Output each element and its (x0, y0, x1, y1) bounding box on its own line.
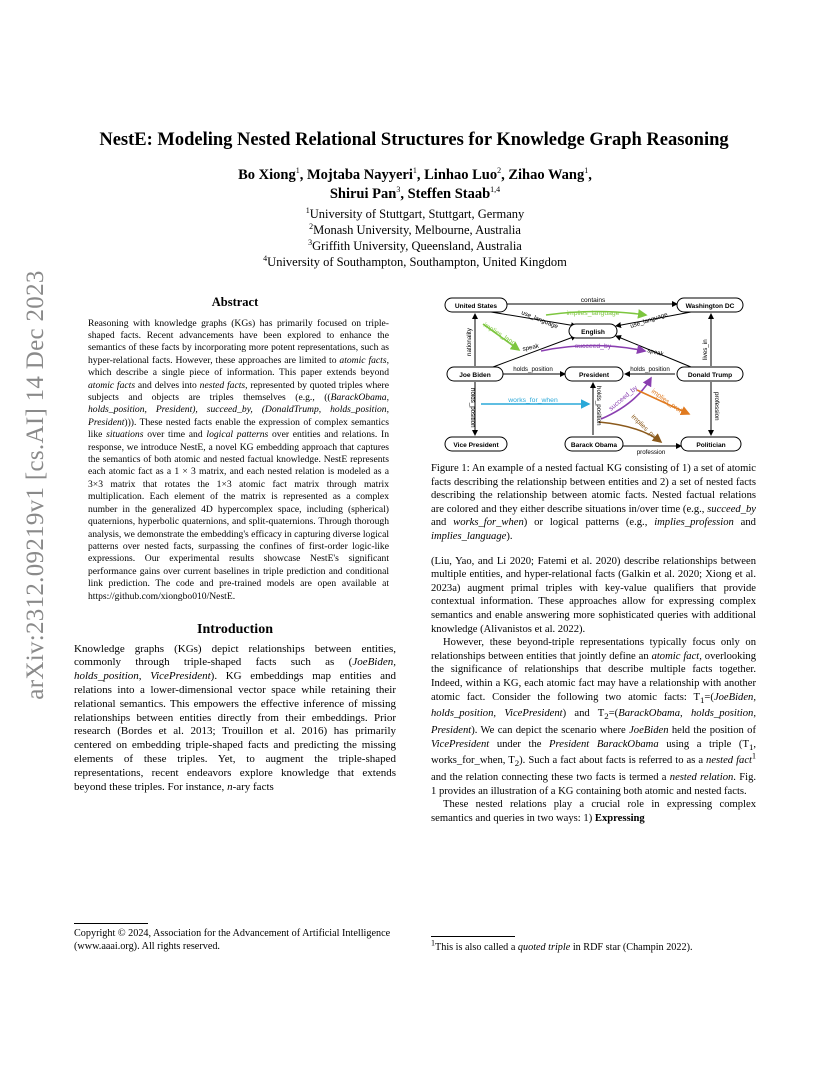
introduction-heading: Introduction (197, 621, 273, 637)
right-column (431, 462, 756, 825)
label-implies-lang: implies_lang (481, 321, 517, 348)
affiliation: $^4$University of Southampton, Southampton, United Kingdom (263, 253, 567, 269)
svg-text:Vice President: Vice President (453, 442, 499, 449)
svg-text:Joe Biden: Joe Biden (459, 372, 491, 379)
label-implies-prof-1: implies_prof (649, 387, 683, 415)
footnote: $^1$This is also called a quoted triple in RDF star (Champin 2022). (431, 938, 693, 953)
introduction-text: Knowledge graphs (KGs) depict relationships between entities, commonly through triple-shaped facts such as (JoeBiden, holds_position, VicePresident). KG embeddings map entities and relations into a lower-dimensional vector space while retaining their relational semantics. This empowers the effective inference of missing relationships between entities directly from their embeddings. Prior research (Bordes et al. 2013; Trouillon et al. 2016) has primarily centered on embedding triple-shaped facts and predicting the missing elements of these triples. Yet, to augment the triple-shaped representations, recent endeavors explore knowledge that extends beyond these triples. For instance, n-ary facts (74, 642, 396, 793)
label-use-language-1: use_language (520, 309, 559, 331)
author: Linhao Luo$^2$, (424, 166, 509, 183)
svg-text:President: President (578, 372, 610, 379)
body-paragraph-3: These nested relations play a crucial role in expressing complex semantics and queries in two ways: 1) Expressing (431, 799, 756, 824)
author-list (170, 166, 660, 204)
figure-caption: Figure 1: An example of a nested factual KG consisting of 1) a set of atomic facts describing the relationship between entities and 2) a set of nested facts describing the relationship between atomic facts. Nested factual relations are colored and they either describe situations in/over time (e.g., succeed_by and works_for_when) or logical patterns (e.g., implies_profession and implies_language). (431, 463, 756, 542)
label-speak-2: speak (646, 347, 665, 358)
label-holds-position-1: holds_position (513, 366, 553, 373)
node-washington-dc (677, 298, 743, 312)
affiliation: $^1$University of Stuttgart, Stuttgart, Germany (305, 205, 525, 221)
node-united-states (445, 298, 507, 312)
svg-text:Donald Trump: Donald Trump (687, 372, 733, 379)
footnote-rule (431, 936, 515, 937)
node-barack-obama (565, 437, 623, 451)
label-implies-prof-2: implies_prof (629, 413, 661, 444)
label-nationality: nationality (466, 328, 473, 356)
author: Steffen Staab$^{1,4}$ (407, 185, 501, 202)
label-speak-1: speak (521, 342, 540, 353)
paper-title: NestE: Modeling Nested Relational Structures for Knowledge Graph Reasoning (99, 130, 729, 150)
label-use-language-2: use_language (629, 311, 669, 330)
svg-text:English: English (581, 329, 605, 336)
node-politician (681, 437, 741, 451)
arxiv-sidebar (14, 270, 58, 700)
copyright-rule (74, 923, 148, 924)
node-donald-trump (677, 367, 743, 381)
copyright-notice: Copyright © 2024, Association for the Advancement of Artificial Intelligence (www.aaai.org). All rights reserved. (74, 928, 391, 952)
node-vice-president (445, 437, 507, 451)
affiliation: $^3$Griffith University, Queensland, Australia (308, 237, 522, 253)
node-joe-biden (447, 367, 503, 381)
author: Zihao Wang$^1$, (508, 166, 592, 183)
kg-diagram (441, 294, 749, 454)
author: Bo Xiong$^1$, (238, 166, 307, 183)
left-column (74, 296, 396, 794)
label-implies-language: implies_language (566, 310, 620, 317)
abstract-text: Reasoning with knowledge graphs (KGs) has primarily focused on triple-shaped facts. Recent advancements have been explored to enhance the semantics of these facts by incorporating more potent representations, such as hyper-relational facts. However, these approaches are limited to atomic facts, which describe a single piece of information. This paper extends beyond atomic facts and delves into nested facts, represented by quoted triples where subjects and objects are triples themselves (e.g., ((BarackObama, holds_position, President), succeed_by, (DonaldTrump, holds_position, President))). These nested facts enable the expression of complex semantics like situations over time and logical patterns over entities and relations. In response, we introduce NestE, a novel KG embedding approach that captures the semantics of both atomic and nested factual knowledge. NestE represents each atomic fact as a 1 × 3 matrix, and each nested relation is modeled as a 3×3 matrix that rotates the 1×3 atomic fact matrix through matrix multiplication. Each element of the matrix is represented as a complex number in the generalized 4D hypercomplex space, including (spherical) quaternions, hyperbolic quaternions, and split-quaternions. Through thorough analysis, we demonstrate the embedding's efficacy in capturing diverse logical patterns over nested facts, surpassing the confines of first-order logic-like expressions. Our experimental results showcase NestE's significant performance gains over current baselines in triple prediction and conditional link prediction. The code and pre-trained models are open available at https://github.com/xiongbo010/NestE. (88, 317, 390, 602)
label-lives-in: lives_in (702, 339, 709, 360)
node-president (565, 367, 623, 381)
node-english (569, 324, 617, 338)
arxiv-identifier: arXiv:2312.09219v1 [cs.AI] 14 Dec 2023 (22, 270, 49, 700)
author: Mojtaba Nayyeri$^1$, (306, 166, 425, 183)
author: Shirui Pan$^3$, (329, 185, 408, 202)
figure-1-nested-kg (441, 294, 749, 454)
label-holds-position-3: holds_position (469, 388, 476, 428)
label-succeed-by-1: succeed_by (574, 343, 612, 350)
label-holds-position-2: holds_position (630, 366, 670, 373)
svg-text:Politician: Politician (696, 442, 726, 449)
abstract-heading: Abstract (211, 295, 259, 309)
svg-text:Barack Obama: Barack Obama (570, 442, 618, 449)
label-holds-position-4: holds_position (595, 386, 602, 426)
label-profession-2: profession (636, 449, 666, 456)
label-contains: contains (580, 297, 606, 304)
label-works-for-when: works_for_when (508, 397, 558, 404)
affiliation-list (170, 206, 660, 270)
body-paragraph-2: However, these beyond-triple representations typically focus only on relationships between entities that jointly define an atomic fact, overlooking the significance of relationships that describe multiple facts together. Indeed, within a KG, each atomic fact may have a relationship with another atomic fact. Consider the following two atomic facts: $T_1=(JoeBiden$, holds_position, VicePresident) and $T_2=(BarackObama$, holds_position, President). We can depict the scenario where JoeBiden held the position of VicePresident under the President BarackObama using a triple ($T_1$, works_for_when, $T_2$). Such a fact about facts is referred to as a nested fact$^1$ and the relation connecting these two facts is termed a nested relation. Fig. 1 provides an illustration of a KG containing both atomic and nested facts. (431, 637, 757, 797)
label-succeed-by-2: succeed_by (607, 384, 640, 413)
svg-text:Washington DC: Washington DC (685, 303, 735, 310)
label-profession-1: profession (713, 392, 720, 421)
affiliation: $^2$Monash University, Melbourne, Australia (309, 221, 521, 237)
body-paragraph-1: (Liu, Yao, and Li 2020; Fatemi et al. 2020) describe relationships between multiple entities, and hyper-relational facts (Galkin et al. 2020; Xiong et al. 2023a) augment primal triples with key-value qualifiers that provide contextual information. These approaches allow for expressing complex semantics and enable answering more sophisticated queries with additional knowledge (Alivanistos et al. 2022). (431, 555, 756, 635)
svg-text:United States: United States (454, 303, 498, 310)
